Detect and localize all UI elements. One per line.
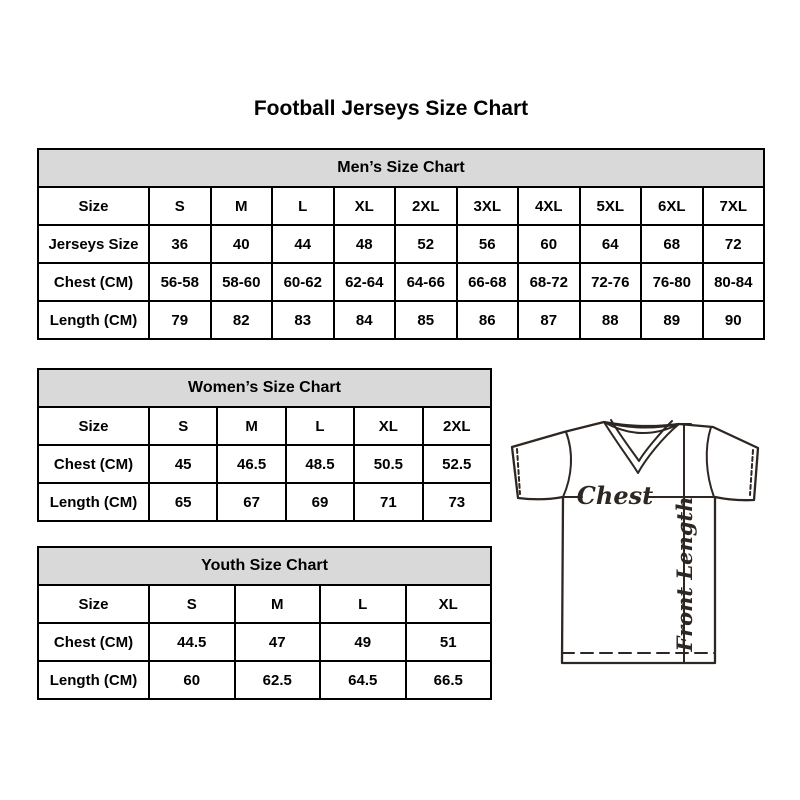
youth-size-chart-table — [37, 546, 492, 700]
row-header-cell: Size — [38, 187, 149, 225]
table-cell: 88 — [580, 301, 642, 339]
table-title: Men’s Size Chart — [38, 149, 764, 187]
table-cell: M — [211, 187, 273, 225]
table-row — [38, 187, 764, 225]
table-cell: 85 — [395, 301, 457, 339]
table-cell: 56 — [457, 225, 519, 263]
table-cell: 82 — [211, 301, 273, 339]
row-header-cell: Size — [38, 407, 149, 445]
table-cell: M — [217, 407, 285, 445]
table-cell: 52.5 — [423, 445, 491, 483]
table-cell: 2XL — [423, 407, 491, 445]
mens-table-body — [38, 149, 764, 339]
table-cell: S — [149, 585, 235, 623]
chest-label: Chest — [576, 481, 654, 510]
table-cell: 44.5 — [149, 623, 235, 661]
table-cell: 56-58 — [149, 263, 211, 301]
youth-size-chart-table-grid — [37, 546, 492, 700]
jersey-measurement-diagram — [502, 405, 772, 685]
table-cell: 79 — [149, 301, 211, 339]
table-cell: 90 — [703, 301, 765, 339]
table-cell: S — [149, 187, 211, 225]
table-cell: 6XL — [641, 187, 703, 225]
table-title-row — [38, 149, 764, 187]
mens-size-chart-table — [37, 148, 765, 340]
table-cell: 52 — [395, 225, 457, 263]
table-cell: XL — [354, 407, 422, 445]
table-cell: 46.5 — [217, 445, 285, 483]
table-cell: 60-62 — [272, 263, 334, 301]
womens-size-chart-table-grid — [37, 368, 492, 522]
table-title-row — [38, 547, 491, 585]
table-cell: 83 — [272, 301, 334, 339]
table-cell: 45 — [149, 445, 217, 483]
row-header-cell: Length (CM) — [38, 483, 149, 521]
table-cell: 48 — [334, 225, 396, 263]
table-cell: 65 — [149, 483, 217, 521]
table-title: Youth Size Chart — [38, 547, 491, 585]
table-title: Women’s Size Chart — [38, 369, 491, 407]
table-cell: S — [149, 407, 217, 445]
table-row — [38, 661, 491, 699]
jersey-diagram-svg — [502, 405, 772, 685]
table-cell: 64-66 — [395, 263, 457, 301]
table-cell: 5XL — [580, 187, 642, 225]
row-header-cell: Chest (CM) — [38, 445, 149, 483]
row-header-cell: Size — [38, 585, 149, 623]
table-cell: 87 — [518, 301, 580, 339]
table-cell: 69 — [286, 483, 354, 521]
table-row — [38, 585, 491, 623]
womens-table-body — [38, 369, 491, 521]
row-header-cell: Length (CM) — [38, 301, 149, 339]
table-cell: 4XL — [518, 187, 580, 225]
table-cell: 66-68 — [457, 263, 519, 301]
row-header-cell: Chest (CM) — [38, 623, 149, 661]
table-row — [38, 483, 491, 521]
table-row — [38, 263, 764, 301]
table-row — [38, 225, 764, 263]
table-row — [38, 445, 491, 483]
page-title: Football Jerseys Size Chart — [253, 97, 529, 120]
table-cell: 64.5 — [320, 661, 406, 699]
table-cell: 68 — [641, 225, 703, 263]
table-cell: 66.5 — [406, 661, 492, 699]
table-row — [38, 407, 491, 445]
front-length-label: Front Length — [672, 496, 697, 652]
table-cell: 40 — [211, 225, 273, 263]
table-cell: 2XL — [395, 187, 457, 225]
table-cell: M — [235, 585, 321, 623]
table-cell: 58-60 — [211, 263, 273, 301]
table-cell: 47 — [235, 623, 321, 661]
youth-table-body — [38, 547, 491, 699]
table-cell: 3XL — [457, 187, 519, 225]
table-cell: 62.5 — [235, 661, 321, 699]
table-cell: L — [320, 585, 406, 623]
table-cell: 60 — [149, 661, 235, 699]
table-cell: 67 — [217, 483, 285, 521]
table-cell: 72-76 — [580, 263, 642, 301]
table-cell: 48.5 — [286, 445, 354, 483]
table-title-row — [38, 369, 491, 407]
table-cell: 84 — [334, 301, 396, 339]
table-cell: 72 — [703, 225, 765, 263]
table-cell: 76-80 — [641, 263, 703, 301]
table-cell: 73 — [423, 483, 491, 521]
table-cell: 86 — [457, 301, 519, 339]
table-cell: 62-64 — [334, 263, 396, 301]
row-header-cell: Chest (CM) — [38, 263, 149, 301]
womens-size-chart-table — [37, 368, 492, 522]
table-cell: 36 — [149, 225, 211, 263]
row-header-cell: Jerseys Size — [38, 225, 149, 263]
table-cell: 7XL — [703, 187, 765, 225]
table-row — [38, 301, 764, 339]
table-cell: 60 — [518, 225, 580, 263]
table-cell: 71 — [354, 483, 422, 521]
row-header-cell: Length (CM) — [38, 661, 149, 699]
table-cell: 44 — [272, 225, 334, 263]
table-cell: L — [272, 187, 334, 225]
table-row — [38, 623, 491, 661]
table-cell: 64 — [580, 225, 642, 263]
table-cell: 50.5 — [354, 445, 422, 483]
table-cell: L — [286, 407, 354, 445]
table-cell: 68-72 — [518, 263, 580, 301]
table-cell: 49 — [320, 623, 406, 661]
table-cell: 89 — [641, 301, 703, 339]
jersey-outline — [512, 422, 758, 663]
table-cell: XL — [334, 187, 396, 225]
table-cell: 51 — [406, 623, 492, 661]
table-cell: 80-84 — [703, 263, 765, 301]
mens-size-chart-table-grid — [37, 148, 765, 340]
table-cell: XL — [406, 585, 492, 623]
